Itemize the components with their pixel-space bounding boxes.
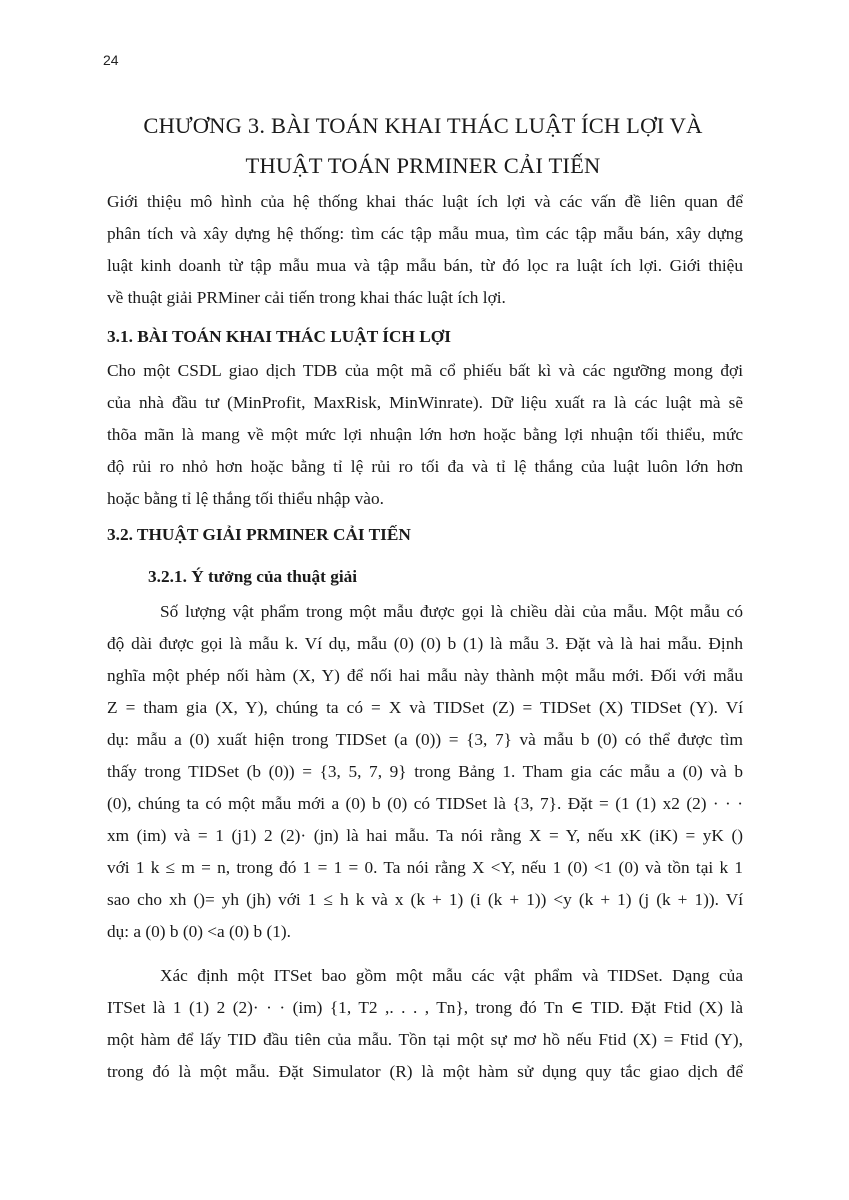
text-line: thấy trong TIDSet (b (0)) = {3, 5, 7, 9} trong Bảng 1. Tham gia các mẫu a (0) và b xyxy=(107,762,743,781)
intro-paragraph xyxy=(107,186,743,314)
text-line: xm (im) và = 1 (j1) 2 (2)· (jn) là hai mẫu. Ta nói rằng X = Y, nếu xK (iK) = yK () xyxy=(107,826,743,845)
text-line: Cho một CSDL giao dịch TDB của một mã cổ phiếu bất kì và các ngưỡng mong đợi xyxy=(107,361,743,380)
text-line: độ rủi ro nhỏ hơn hoặc bằng tỉ lệ rủi ro tối đa và tỉ lệ thắng của luật luôn lớn hơn xyxy=(107,457,743,476)
section-3-1-heading: 3.1. BÀI TOÁN KHAI THÁC LUẬT ÍCH LỢI xyxy=(107,327,451,346)
text-line: Z = tham gia (X, Y), chúng ta có = X và TIDSet (Z) = TIDSet (X) TIDSet (Y). Ví xyxy=(107,698,743,717)
text-line: Xác định một ITSet bao gồm một mẫu các vật phẩm và TIDSet. Dạng của xyxy=(160,966,743,985)
text-line: dụ: mẫu a (0) xuất hiện trong TIDSet (a (0)) = {3, 7} và mẫu b (0) có thể được tìm xyxy=(107,730,743,749)
text-line: của nhà đầu tư (MinProfit, MaxRisk, MinWinrate). Dữ liệu xuất ra là các luật mà sẽ xyxy=(107,393,743,412)
text-line: nghĩa một phép nối hàm (X, Y) để nối hai mẫu này thành một mẫu mới. Đối với mẫu xyxy=(107,666,743,685)
text-line: Số lượng vật phẩm trong một mẫu được gọi là chiều dài của mẫu. Một mẫu có xyxy=(160,602,743,621)
text-line: luật kinh doanh từ tập mẫu mua và tập mẫu bán, từ đó lọc ra luật ích lợi. Giới thiệu xyxy=(107,256,743,275)
section-3-2-1-heading: 3.2.1. Ý tưởng của thuật giải xyxy=(148,567,358,586)
text-line: về thuật giải PRMiner cải tiến trong khai thác luật ích lợi. xyxy=(107,288,506,307)
text-line: với 1 k ≤ m = n, trong đó 1 = 1 = 0. Ta nói rằng X <Y, nếu 1 (0) <1 (0) và tồn tại k 1 xyxy=(107,858,743,877)
section-3-1-paragraph xyxy=(107,355,743,515)
section-3-2-1-paragraph-1 xyxy=(107,596,743,948)
text-line: phân tích và xây dựng hệ thống: tìm các tập mẫu mua, tìm các tập mẫu bán, xây dựng xyxy=(107,224,743,243)
text-line: trong đó là một mẫu. Đặt Simulator (R) là một hàm sử dụng quy tắc giao dịch để xyxy=(107,1062,743,1081)
chapter-title-line-1: CHƯƠNG 3. BÀI TOÁN KHAI THÁC LUẬT ÍCH LỢI VÀ xyxy=(143,113,703,138)
text-line: dụ: a (0) b (0) <a (0) b (1). xyxy=(107,922,291,941)
section-3-2-1-paragraph-2 xyxy=(107,960,743,1088)
chapter-title xyxy=(103,106,743,186)
text-line: độ dài được gọi là mẫu k. Ví dụ, mẫu (0) (0) b (1) là mẫu 3. Đặt và là hai mẫu. Định xyxy=(107,634,743,653)
chapter-title-line-2: THUẬT TOÁN PRMINER CẢI TIẾN xyxy=(245,153,601,178)
text-line: (0), chúng ta có một mẫu mới a (0) b (0) có TIDSet là {3, 7}. Đặt = (1 (1) x2 (2) · · · xyxy=(107,794,743,813)
text-line: hoặc bằng tỉ lệ thắng tối thiểu nhập vào. xyxy=(107,489,384,508)
text-line: một hàm để lấy TID đầu tiên của mẫu. Tồn tại một sự mơ hồ nếu Ftid (X) = Ftid (Y), xyxy=(107,1030,743,1049)
page-number: 24 xyxy=(103,52,119,68)
section-3-2-heading: 3.2. THUẬT GIẢI PRMINER CẢI TIẾN xyxy=(107,525,411,544)
text-line: thõa mãn là mang về một mức lợi nhuận lớn hơn hoặc bằng lợi nhuận tối thiểu, mức xyxy=(107,425,743,444)
text-line: Giới thiệu mô hình của hệ thống khai thác luật ích lợi và các vấn đề liên quan để xyxy=(107,192,743,211)
text-line: ITSet là 1 (1) 2 (2)· · · (im) {1, T2 ,. . . , Tn}, trong đó Tn ∈ TID. Đặt Ftid (X) là xyxy=(107,998,743,1017)
text-line: sao cho xh ()= yh (jh) với 1 ≤ h k và x (k + 1) (i (k + 1)) <y (k + 1) (j (k + 1)). Ví xyxy=(107,890,743,909)
